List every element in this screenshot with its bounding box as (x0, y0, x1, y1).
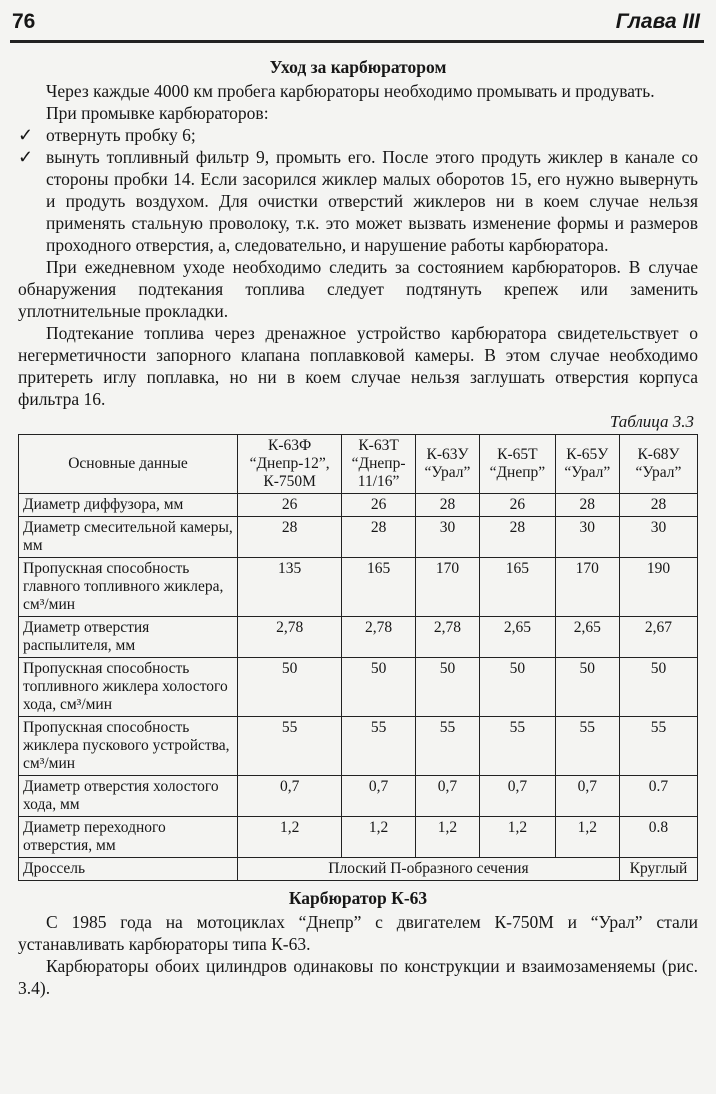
checkmark-icon: ✓ (18, 125, 34, 145)
model-header: К-65У “Урал” (555, 435, 619, 494)
header-rule (10, 40, 704, 43)
table-row (19, 717, 698, 776)
table-cell: 55 (480, 717, 556, 776)
row-label: Диаметр переходного отверстия, мм (19, 817, 238, 858)
table-cell: 55 (238, 717, 342, 776)
paragraph: При ежедневном уходе необходимо следить за состоянием карбюраторов. В случае обнаружения подтекания топлива следует подтянуть крепеж или заменить уплотнительные прокладки. (18, 257, 698, 321)
table-cell: 28 (342, 517, 416, 558)
table-cell: 190 (619, 558, 697, 617)
table-row (19, 817, 698, 858)
throttle-flat-cell: Плоский П-образного сечения (238, 858, 620, 881)
table-cell: 50 (342, 658, 416, 717)
throttle-round-cell: Круглый (619, 858, 697, 881)
paragraph: Через каждые 4000 км пробега карбюраторы необходимо промывать и продувать. (46, 81, 655, 101)
table-cell: 0.7 (619, 776, 697, 817)
table-cell: 50 (619, 658, 697, 717)
table-cell: 28 (415, 494, 479, 517)
table-cell: 28 (480, 517, 556, 558)
table-cell: 50 (555, 658, 619, 717)
table-cell: 30 (555, 517, 619, 558)
model-header: К-63Т “Днепр- 11/16” (342, 435, 416, 494)
row-label: Пропускная способность главного топливного жиклера, см³/мин (19, 558, 238, 617)
table-cell: 30 (619, 517, 697, 558)
table-cell: 1,2 (238, 817, 342, 858)
table-cell: 0.8 (619, 817, 697, 858)
row-label: Диаметр отверстия холостого хода, мм (19, 776, 238, 817)
table-cell: 50 (415, 658, 479, 717)
table-cell: 26 (342, 494, 416, 517)
row-label: Пропускная способность жиклера пускового устройства, см³/мин (19, 717, 238, 776)
table-cell: 135 (238, 558, 342, 617)
table-row (19, 658, 698, 717)
table-cell: 170 (415, 558, 479, 617)
row-label: Диаметр диффузора, мм (19, 494, 238, 517)
table-cell: 2,65 (480, 617, 556, 658)
checkmark-icon: ✓ (18, 147, 34, 167)
model-header: К-65Т “Днепр” (480, 435, 556, 494)
section-title-k63: Карбюратор К-63 (288, 888, 428, 908)
table-cell: 1,2 (555, 817, 619, 858)
chapter-title: Глава III (615, 10, 700, 33)
section-title-carb-care: Уход за карбюратором (269, 57, 447, 77)
table-cell: 1,2 (342, 817, 416, 858)
table-cell: 2,67 (619, 617, 697, 658)
paragraph: Карбюраторы обоих цилиндров одинаковы по конструкции и взаимозаменяемы (рис. 3.4). (18, 956, 698, 998)
table-cell: 30 (415, 517, 479, 558)
table-caption: Таблица 3.3 (609, 412, 694, 431)
carburetor-specs-table (18, 434, 698, 881)
table-row-throttle (19, 858, 698, 881)
table-row (19, 494, 698, 517)
table-cell: 55 (415, 717, 479, 776)
page-number: 76 (12, 10, 36, 33)
table-row (19, 558, 698, 617)
table-cell: 2,78 (342, 617, 416, 658)
table-cell: 26 (480, 494, 556, 517)
table-cell: 28 (619, 494, 697, 517)
paragraph: С 1985 года на мотоциклах “Днепр” с двигателем К-750М и “Урал” стали устанавливать карбюраторы типа К-63. (18, 912, 698, 954)
page-header (10, 6, 704, 40)
table-cell: 0,7 (415, 776, 479, 817)
table-cell: 50 (480, 658, 556, 717)
model-header: К-68У “Урал” (619, 435, 697, 494)
checklist-item: ✓ отвернуть пробку 6; (18, 125, 196, 145)
table-cell: 55 (619, 717, 697, 776)
paragraph: При промывке карбюраторов: (46, 103, 269, 123)
paragraph: Подтекание топлива через дренажное устройство карбюратора свидетельствует о негерметичности запорного клапана поплавковой камеры. В этом случае необходимо притереть иглу поплавка, но ни в коем случае нельзя заглушать отверстия корпуса фильтра 16. (18, 323, 698, 409)
table-cell: 2,78 (238, 617, 342, 658)
table-cell: 1,2 (480, 817, 556, 858)
table-row (19, 517, 698, 558)
checklist (18, 124, 698, 256)
table-cell: 1,2 (415, 817, 479, 858)
table-cell: 165 (342, 558, 416, 617)
table-cell: 0,7 (480, 776, 556, 817)
table-cell: 50 (238, 658, 342, 717)
row-label: Диаметр отверстия распылителя, мм (19, 617, 238, 658)
table-header-label: Основные данные (19, 435, 238, 494)
table-cell: 170 (555, 558, 619, 617)
table-cell: 0,7 (342, 776, 416, 817)
table-header-row (19, 435, 698, 494)
row-label: Дроссель (19, 858, 238, 881)
model-header: К-63У “Урал” (415, 435, 479, 494)
page-content (18, 56, 698, 999)
table-cell: 0,7 (238, 776, 342, 817)
table-cell: 0,7 (555, 776, 619, 817)
row-label: Диаметр смесительной камеры, мм (19, 517, 238, 558)
table-cell: 165 (480, 558, 556, 617)
table-cell: 28 (238, 517, 342, 558)
table-cell: 55 (342, 717, 416, 776)
table-cell: 26 (238, 494, 342, 517)
row-label: Пропускная способность топливного жиклера холостого хода, см³/мин (19, 658, 238, 717)
table-row (19, 617, 698, 658)
table-cell: 55 (555, 717, 619, 776)
model-header: К-63Ф “Днепр-12”, К-750М (238, 435, 342, 494)
table-cell: 28 (555, 494, 619, 517)
checklist-item: ✓ вынуть топливный фильтр 9, промыть его. После этого продуть жиклер в канале со стороны пробки 14. Если засорился жиклер малых оборотов 15, его нужно вывернуть и продуть воздухом. Для очистки отверстий жиклеров ни в коем случае нельзя применять стальную проволоку, т.к. это может вызвать изменение формы и размеров проходного отверстия, а, следовательно, и нарушение работы карбюратора. (18, 147, 698, 255)
table-cell: 2,78 (415, 617, 479, 658)
table-row (19, 776, 698, 817)
table-cell: 2,65 (555, 617, 619, 658)
